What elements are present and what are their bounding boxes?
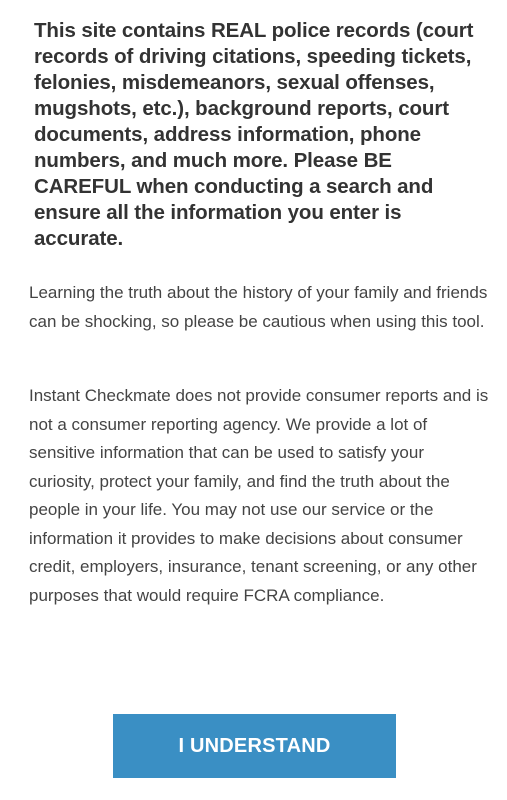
warning-heading: This site contains REAL police records (court records of driving citations, speeding tickets, felonies, misdemeanors, sexual offenses, mugshots, etc.), background reports, court documents, address information, phone numbers, and much more. Please BE CAREFUL when conducting a search and ensure all the information you enter is accurate. <box>34 19 474 250</box>
i-understand-button[interactable]: I UNDERSTAND <box>113 714 396 778</box>
fcra-disclaimer-paragraph: Instant Checkmate does not provide consumer reports and is not a consumer reporting agency. We provide a lot of sensitive information that can be used to satisfy your curiosity, protect your family, and find the truth about the people in your life. You may not use our service or the information it provides to make decisions about consumer credit, employers, insurance, tenant screening, or any other purposes that would require FCRA compliance. <box>29 386 489 605</box>
caution-paragraph: Learning the truth about the history of your family and friends can be shocking, so please be cautious when using this tool. <box>29 283 488 331</box>
